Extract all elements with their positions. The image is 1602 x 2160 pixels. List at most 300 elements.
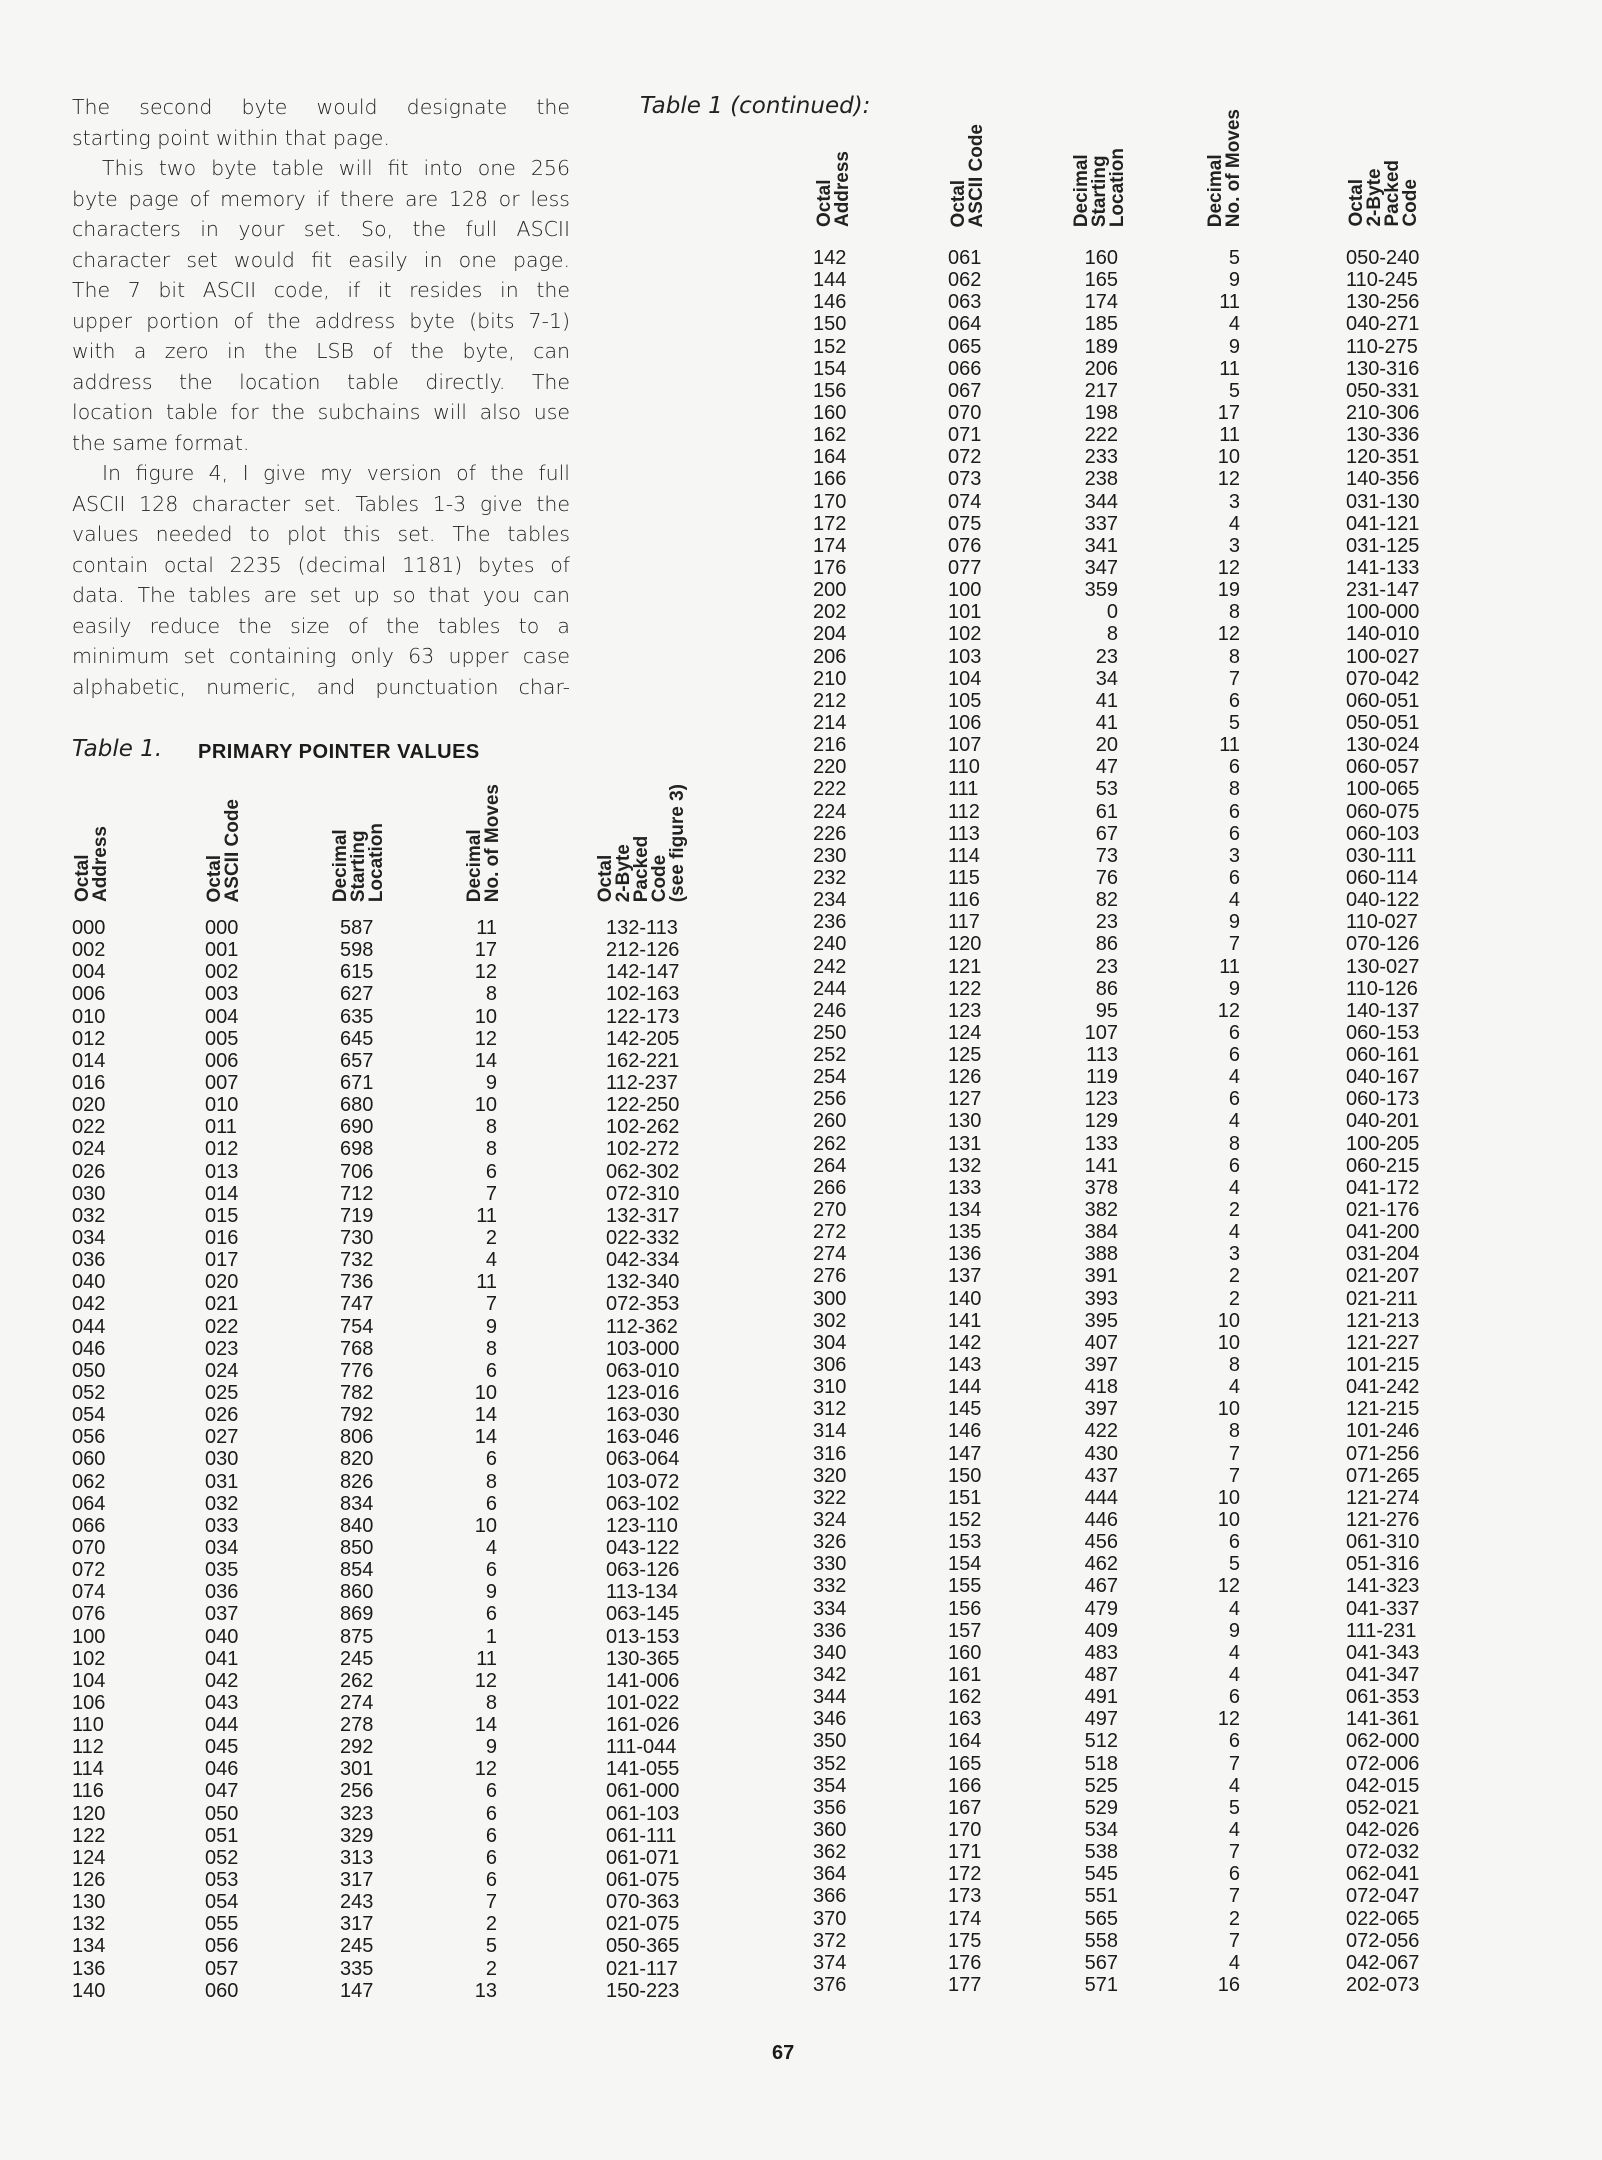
cell-octal-ascii-code: 162 xyxy=(948,1686,982,1709)
cell-packed-code: 111-044 xyxy=(606,1736,677,1759)
cell-decimal-no-of-moves: 6 xyxy=(485,1492,497,1515)
cell-octal-ascii-code: 053 xyxy=(205,1869,239,1892)
cell-decimal-no-of-moves: 10 xyxy=(474,1005,497,1028)
cell-octal-ascii-code: 164 xyxy=(948,1730,982,1753)
cell-octal-ascii-code: 027 xyxy=(205,1426,239,1449)
cell-packed-code: 041-172 xyxy=(1346,1176,1420,1199)
table-row xyxy=(0,1708,1602,1730)
cell-packed-code: 150-223 xyxy=(606,1979,680,2002)
cell-decimal-no-of-moves: 8 xyxy=(485,983,497,1006)
cell-packed-code: 040-122 xyxy=(1346,889,1420,912)
cell-octal-ascii-code: 165 xyxy=(948,1752,982,1775)
cell-decimal-starting-location: 391 xyxy=(1084,1265,1118,1288)
cell-decimal-starting-location: 444 xyxy=(1084,1486,1118,1509)
text-line: location table for the subchains will also use xyxy=(72,400,570,424)
cell-decimal-no-of-moves: 6 xyxy=(1228,800,1240,823)
cell-decimal-no-of-moves: 12 xyxy=(1217,999,1240,1022)
cell-decimal-no-of-moves: 8 xyxy=(1228,645,1240,668)
cell-decimal-starting-location: 245 xyxy=(340,1935,374,1958)
cell-octal-ascii-code: 125 xyxy=(948,1044,982,1067)
cell-packed-code: 061-071 xyxy=(606,1846,680,1869)
cell-decimal-starting-location: 133 xyxy=(1084,1132,1118,1155)
cell-decimal-no-of-moves: 17 xyxy=(474,939,497,962)
cell-decimal-starting-location: 806 xyxy=(340,1426,374,1449)
cell-decimal-starting-location: 551 xyxy=(1084,1885,1118,1908)
cell-octal-ascii-code: 150 xyxy=(948,1464,982,1487)
table-row xyxy=(0,933,1602,955)
cell-octal-ascii-code: 156 xyxy=(948,1597,982,1620)
cell-packed-code: 071-265 xyxy=(1346,1464,1420,1487)
cell-octal-address: 234 xyxy=(813,889,847,912)
cell-octal-address: 266 xyxy=(813,1176,847,1199)
cell-decimal-no-of-moves: 2 xyxy=(1228,1265,1240,1288)
cell-decimal-starting-location: 615 xyxy=(340,961,374,984)
cell-packed-code: 210-306 xyxy=(1346,401,1420,424)
cell-packed-code: 113-134 xyxy=(606,1581,678,1604)
column-header-decimal-starting-location: Decimal Starting Location xyxy=(330,822,387,902)
cell-packed-code: 063-145 xyxy=(606,1603,680,1626)
cell-decimal-starting-location: 301 xyxy=(340,1758,374,1781)
column-header-octal-ascii-code: Octal ASCII Code xyxy=(948,123,987,227)
cell-octal-ascii-code: 170 xyxy=(948,1818,982,1841)
cell-octal-address: 014 xyxy=(72,1049,106,1072)
cell-decimal-no-of-moves: 4 xyxy=(1228,1221,1240,1244)
cell-octal-address: 134 xyxy=(72,1935,106,1958)
cell-octal-address: 122 xyxy=(72,1824,106,1847)
cell-decimal-starting-location: 820 xyxy=(340,1448,374,1471)
cell-decimal-starting-location: 657 xyxy=(340,1049,374,1072)
cell-octal-ascii-code: 135 xyxy=(948,1221,982,1244)
cell-decimal-starting-location: 834 xyxy=(340,1492,374,1515)
cell-octal-address: 370 xyxy=(813,1907,847,1930)
cell-decimal-no-of-moves: 4 xyxy=(1228,1597,1240,1620)
cell-octal-address: 050 xyxy=(72,1359,106,1382)
cell-decimal-no-of-moves: 4 xyxy=(1228,1774,1240,1797)
cell-octal-address: 016 xyxy=(72,1071,106,1094)
table-row xyxy=(0,380,1602,402)
table-row xyxy=(0,601,1602,623)
cell-decimal-no-of-moves: 7 xyxy=(1228,1442,1240,1465)
cell-decimal-no-of-moves: 3 xyxy=(1228,490,1240,513)
table-row xyxy=(0,778,1602,800)
cell-octal-ascii-code: 122 xyxy=(948,977,982,1000)
cell-packed-code: 130-365 xyxy=(606,1647,680,1670)
table-row xyxy=(0,823,1602,845)
cell-octal-address: 060 xyxy=(72,1448,106,1471)
cell-octal-ascii-code: 026 xyxy=(205,1404,239,1427)
cell-octal-ascii-code: 052 xyxy=(205,1846,239,1869)
cell-packed-code: 050-240 xyxy=(1346,247,1420,269)
cell-decimal-no-of-moves: 7 xyxy=(1228,1929,1240,1952)
cell-packed-code: 060-103 xyxy=(1346,822,1420,845)
cell-decimal-starting-location: 160 xyxy=(1084,247,1118,269)
cell-octal-ascii-code: 154 xyxy=(948,1553,982,1576)
cell-packed-code: 072-310 xyxy=(606,1182,680,1205)
cell-decimal-starting-location: 437 xyxy=(1084,1464,1118,1487)
cell-octal-address: 222 xyxy=(813,778,847,801)
cell-packed-code: 130-336 xyxy=(1346,424,1420,447)
cell-packed-code: 141-323 xyxy=(1346,1575,1420,1598)
column-header-decimal-no-of-moves: Decimal No. of Moves xyxy=(464,783,503,902)
cell-decimal-no-of-moves: 4 xyxy=(485,1536,497,1559)
cell-decimal-starting-location: 706 xyxy=(340,1160,374,1183)
cell-octal-address: 010 xyxy=(72,1005,106,1028)
cell-octal-address: 130 xyxy=(72,1891,106,1914)
cell-octal-address: 136 xyxy=(72,1957,106,1980)
cell-octal-ascii-code: 011 xyxy=(205,1116,237,1139)
table-row xyxy=(0,801,1602,823)
cell-decimal-no-of-moves: 6 xyxy=(485,1448,497,1471)
cell-octal-ascii-code: 124 xyxy=(948,1021,982,1044)
table-row xyxy=(0,1686,1602,1708)
text-line: In figure 4, I give my version of the full xyxy=(102,461,570,485)
cell-octal-address: 354 xyxy=(813,1774,847,1797)
cell-packed-code: 130-024 xyxy=(1346,734,1420,757)
cell-octal-ascii-code: 034 xyxy=(205,1536,239,1559)
table-row xyxy=(0,468,1602,490)
cell-decimal-starting-location: 323 xyxy=(340,1802,374,1825)
cell-decimal-no-of-moves: 10 xyxy=(474,1094,497,1117)
cell-decimal-no-of-moves: 8 xyxy=(1228,1420,1240,1443)
cell-decimal-starting-location: 483 xyxy=(1084,1641,1118,1664)
cell-octal-ascii-code: 012 xyxy=(205,1138,239,1161)
cell-octal-address: 262 xyxy=(813,1132,847,1155)
table-row xyxy=(0,1885,1602,1907)
cell-decimal-no-of-moves: 7 xyxy=(1228,1464,1240,1487)
cell-decimal-no-of-moves: 4 xyxy=(1228,1951,1240,1974)
cell-decimal-no-of-moves: 2 xyxy=(485,1957,497,1980)
cell-decimal-no-of-moves: 6 xyxy=(1228,1021,1240,1044)
cell-octal-ascii-code: 005 xyxy=(205,1027,239,1050)
cell-octal-address: 344 xyxy=(813,1686,847,1709)
text-line: The 7 bit ASCII code, if it resides in the xyxy=(72,278,570,302)
table-row xyxy=(0,1730,1602,1752)
cell-packed-code: 060-173 xyxy=(1346,1088,1420,1111)
cell-octal-address: 322 xyxy=(813,1486,847,1509)
table-row xyxy=(0,646,1602,668)
cell-octal-ascii-code: 025 xyxy=(205,1381,239,1404)
cell-decimal-no-of-moves: 6 xyxy=(1228,689,1240,712)
table-row xyxy=(0,336,1602,358)
cell-decimal-no-of-moves: 4 xyxy=(1228,1376,1240,1399)
cell-packed-code: 040-167 xyxy=(1346,1066,1420,1089)
primary-pointer-table-continued xyxy=(0,247,1602,1996)
table-row xyxy=(0,623,1602,645)
cell-octal-address: 242 xyxy=(813,955,847,978)
text-line: data. The tables are set up so that you can xyxy=(72,583,570,607)
cell-decimal-starting-location: 23 xyxy=(1095,911,1118,934)
cell-octal-address: 352 xyxy=(813,1752,847,1775)
cell-packed-code: 122-173 xyxy=(606,1005,680,1028)
cell-octal-ascii-code: 110 xyxy=(948,756,980,779)
cell-octal-address: 154 xyxy=(813,357,847,380)
table-row xyxy=(0,247,1602,269)
cell-decimal-starting-location: 558 xyxy=(1084,1929,1118,1952)
table-row xyxy=(0,446,1602,468)
cell-packed-code: 102-163 xyxy=(606,983,680,1006)
cell-decimal-starting-location: 571 xyxy=(1084,1973,1118,1996)
cell-decimal-no-of-moves: 2 xyxy=(485,1226,497,1249)
cell-decimal-no-of-moves: 14 xyxy=(474,1049,497,1072)
cell-decimal-no-of-moves: 5 xyxy=(1228,379,1240,402)
cell-decimal-starting-location: 840 xyxy=(340,1514,374,1537)
cell-packed-code: 123-110 xyxy=(606,1514,678,1537)
cell-decimal-starting-location: 245 xyxy=(340,1647,374,1670)
cell-packed-code: 141-055 xyxy=(606,1758,680,1781)
table-row xyxy=(0,1841,1602,1863)
cell-octal-address: 214 xyxy=(813,711,847,734)
cell-decimal-no-of-moves: 10 xyxy=(1217,446,1240,469)
cell-octal-address: 166 xyxy=(813,468,847,491)
cell-octal-ascii-code: 076 xyxy=(948,534,982,557)
cell-octal-address: 120 xyxy=(72,1802,106,1825)
text-line: values needed to plot this set. The tables xyxy=(72,522,570,546)
cell-octal-ascii-code: 141 xyxy=(948,1309,982,1332)
cell-octal-address: 026 xyxy=(72,1160,106,1183)
cell-octal-ascii-code: 144 xyxy=(948,1376,982,1399)
cell-packed-code: 120-351 xyxy=(1346,446,1420,469)
cell-packed-code: 021-075 xyxy=(606,1913,680,1936)
cell-packed-code: 121-213 xyxy=(1346,1309,1420,1332)
cell-packed-code: 070-042 xyxy=(1346,667,1420,690)
cell-decimal-starting-location: 359 xyxy=(1084,579,1118,602)
cell-octal-ascii-code: 040 xyxy=(205,1625,239,1648)
cell-decimal-starting-location: 329 xyxy=(340,1824,374,1847)
cell-octal-address: 074 xyxy=(72,1581,106,1604)
cell-decimal-no-of-moves: 7 xyxy=(1228,933,1240,956)
cell-packed-code: 132-317 xyxy=(606,1204,680,1227)
cell-packed-code: 100-027 xyxy=(1346,645,1420,668)
cell-octal-ascii-code: 176 xyxy=(948,1951,982,1974)
cell-octal-ascii-code: 066 xyxy=(948,357,982,380)
cell-decimal-no-of-moves: 5 xyxy=(1228,711,1240,734)
cell-decimal-no-of-moves: 6 xyxy=(1228,756,1240,779)
cell-decimal-no-of-moves: 6 xyxy=(1228,1088,1240,1111)
cell-decimal-starting-location: 73 xyxy=(1095,844,1118,867)
text-line: the same format. xyxy=(72,430,250,455)
cell-decimal-no-of-moves: 7 xyxy=(485,1182,497,1205)
cell-packed-code: 102-272 xyxy=(606,1138,680,1161)
cell-octal-address: 330 xyxy=(813,1553,847,1576)
cell-octal-ascii-code: 030 xyxy=(205,1448,239,1471)
text-line: byte page of memory if there are 128 or less xyxy=(72,186,570,211)
cell-decimal-starting-location: 712 xyxy=(340,1182,374,1205)
cell-decimal-starting-location: 378 xyxy=(1084,1176,1118,1199)
cell-octal-address: 054 xyxy=(72,1404,106,1427)
cell-decimal-starting-location: 491 xyxy=(1084,1686,1118,1709)
text-line: character set would fit easily in one page. xyxy=(72,247,570,272)
cell-octal-address: 320 xyxy=(813,1464,847,1487)
cell-octal-ascii-code: 070 xyxy=(948,401,982,424)
table-row xyxy=(0,1465,1602,1487)
table-row xyxy=(0,1155,1602,1177)
cell-decimal-no-of-moves: 4 xyxy=(485,1249,497,1272)
cell-packed-code: 101-022 xyxy=(606,1691,680,1714)
cell-packed-code: 052-021 xyxy=(1346,1796,1420,1819)
cell-octal-address: 346 xyxy=(813,1708,847,1731)
table-row xyxy=(0,734,1602,756)
cell-decimal-no-of-moves: 6 xyxy=(1228,1730,1240,1753)
cell-octal-ascii-code: 036 xyxy=(205,1581,239,1604)
cell-decimal-no-of-moves: 8 xyxy=(485,1138,497,1161)
cell-octal-ascii-code: 016 xyxy=(205,1226,239,1249)
table-row xyxy=(0,1398,1602,1420)
cell-decimal-no-of-moves: 6 xyxy=(1228,1154,1240,1177)
cell-octal-address: 272 xyxy=(813,1221,847,1244)
cell-octal-address: 302 xyxy=(813,1309,847,1332)
cell-decimal-no-of-moves: 6 xyxy=(1228,866,1240,889)
cell-packed-code: 110-245 xyxy=(1346,269,1418,292)
cell-decimal-no-of-moves: 17 xyxy=(1217,401,1240,424)
cell-decimal-starting-location: 113 xyxy=(1086,1044,1118,1067)
column-header-decimal-starting-location: Decimal Starting Location xyxy=(1071,147,1128,227)
cell-octal-address: 312 xyxy=(813,1398,847,1421)
cell-octal-address: 250 xyxy=(813,1021,847,1044)
cell-octal-ascii-code: 126 xyxy=(948,1066,982,1089)
cell-decimal-starting-location: 393 xyxy=(1084,1287,1118,1310)
text-line: alphabetic, numeric, and punctuation char- xyxy=(72,674,570,699)
cell-decimal-no-of-moves: 11 xyxy=(1219,734,1240,757)
cell-octal-ascii-code: 072 xyxy=(948,446,982,469)
cell-octal-ascii-code: 056 xyxy=(205,1935,239,1958)
cell-packed-code: 031-130 xyxy=(1346,490,1420,513)
cell-octal-ascii-code: 173 xyxy=(948,1885,982,1908)
cell-decimal-starting-location: 456 xyxy=(1084,1531,1118,1554)
cell-octal-address: 030 xyxy=(72,1182,106,1205)
cell-decimal-no-of-moves: 7 xyxy=(1228,1841,1240,1864)
cell-packed-code: 070-363 xyxy=(606,1891,680,1914)
cell-octal-address: 342 xyxy=(813,1664,847,1686)
cell-decimal-no-of-moves: 7 xyxy=(485,1891,497,1914)
cell-packed-code: 141-133 xyxy=(1346,556,1420,579)
cell-octal-ascii-code: 003 xyxy=(205,983,239,1006)
cell-octal-address: 202 xyxy=(813,601,847,624)
table-title: PRIMARY POINTER VALUES xyxy=(198,741,480,763)
cell-decimal-no-of-moves: 11 xyxy=(1219,424,1240,447)
cell-packed-code: 101-215 xyxy=(1346,1354,1420,1377)
cell-decimal-starting-location: 189 xyxy=(1084,335,1118,358)
cell-decimal-no-of-moves: 11 xyxy=(476,1204,497,1227)
cell-octal-ascii-code: 055 xyxy=(205,1913,239,1936)
cell-packed-code: 063-010 xyxy=(606,1359,680,1382)
cell-decimal-starting-location: 598 xyxy=(340,939,374,962)
cell-packed-code: 132-113 xyxy=(606,917,678,939)
table-row xyxy=(0,1642,1602,1664)
cell-octal-ascii-code: 071 xyxy=(948,424,982,447)
cell-packed-code: 063-064 xyxy=(606,1448,680,1471)
cell-decimal-no-of-moves: 4 xyxy=(1228,1818,1240,1841)
cell-octal-address: 200 xyxy=(813,579,847,602)
cell-packed-code: 061-000 xyxy=(606,1780,680,1803)
cell-packed-code: 062-000 xyxy=(1346,1730,1420,1753)
cell-octal-address: 076 xyxy=(72,1603,106,1626)
cell-packed-code: 041-343 xyxy=(1346,1641,1420,1664)
table-continued-caption: Table 1 (continued): xyxy=(640,93,871,119)
cell-octal-ascii-code: 001 xyxy=(205,939,239,962)
cell-decimal-starting-location: 397 xyxy=(1084,1354,1118,1377)
cell-decimal-no-of-moves: 7 xyxy=(1228,1752,1240,1775)
table-row xyxy=(0,712,1602,734)
cell-decimal-starting-location: 446 xyxy=(1084,1509,1118,1532)
cell-octal-ascii-code: 133 xyxy=(948,1176,982,1199)
cell-decimal-starting-location: 736 xyxy=(340,1271,374,1294)
table-row xyxy=(0,269,1602,291)
cell-decimal-starting-location: 512 xyxy=(1084,1730,1118,1753)
cell-packed-code: 021-117 xyxy=(606,1957,678,1980)
cell-octal-address: 372 xyxy=(813,1929,847,1952)
table-row xyxy=(0,1110,1602,1132)
table-row xyxy=(0,1310,1602,1332)
cell-octal-ascii-code: 020 xyxy=(205,1271,239,1294)
cell-octal-address: 000 xyxy=(72,917,106,939)
cell-decimal-starting-location: 256 xyxy=(340,1780,374,1803)
cell-octal-ascii-code: 013 xyxy=(205,1160,239,1183)
cell-octal-ascii-code: 102 xyxy=(948,623,982,646)
table-row xyxy=(0,1420,1602,1442)
cell-packed-code: 021-176 xyxy=(1346,1199,1420,1222)
cell-octal-address: 150 xyxy=(813,313,847,336)
cell-decimal-starting-location: 23 xyxy=(1095,645,1118,668)
cell-decimal-no-of-moves: 6 xyxy=(485,1559,497,1582)
cell-octal-ascii-code: 006 xyxy=(205,1049,239,1072)
cell-decimal-no-of-moves: 10 xyxy=(1217,1331,1240,1354)
cell-octal-address: 064 xyxy=(72,1492,106,1515)
cell-octal-address: 106 xyxy=(72,1691,106,1714)
cell-octal-ascii-code: 147 xyxy=(948,1442,982,1465)
cell-octal-ascii-code: 145 xyxy=(948,1398,982,1421)
table-row xyxy=(0,1221,1602,1243)
cell-octal-address: 046 xyxy=(72,1337,106,1360)
table-caption: Table 1. xyxy=(72,736,163,762)
cell-octal-address: 034 xyxy=(72,1226,106,1249)
cell-decimal-starting-location: 61 xyxy=(1095,800,1118,823)
cell-decimal-starting-location: 529 xyxy=(1084,1796,1118,1819)
cell-decimal-no-of-moves: 9 xyxy=(1228,1619,1240,1642)
cell-octal-ascii-code: 031 xyxy=(205,1470,239,1493)
cell-octal-address: 156 xyxy=(813,379,847,402)
cell-octal-ascii-code: 000 xyxy=(205,917,239,939)
cell-octal-address: 126 xyxy=(72,1869,106,1892)
cell-decimal-no-of-moves: 3 xyxy=(1228,534,1240,557)
cell-decimal-starting-location: 23 xyxy=(1095,955,1118,978)
cell-decimal-no-of-moves: 6 xyxy=(485,1824,497,1847)
cell-decimal-starting-location: 243 xyxy=(340,1891,374,1914)
cell-packed-code: 111-231 xyxy=(1346,1619,1417,1642)
column-header-octal-address: Octal Address xyxy=(72,825,111,902)
cell-decimal-starting-location: 869 xyxy=(340,1603,374,1626)
cell-octal-address: 270 xyxy=(813,1199,847,1222)
cell-decimal-no-of-moves: 14 xyxy=(474,1404,497,1427)
cell-packed-code: 070-126 xyxy=(1346,933,1420,956)
cell-packed-code: 060-215 xyxy=(1346,1154,1420,1177)
cell-octal-address: 212 xyxy=(813,689,847,712)
cell-octal-ascii-code: 167 xyxy=(948,1796,982,1819)
cell-octal-ascii-code: 041 xyxy=(205,1647,239,1670)
cell-decimal-no-of-moves: 12 xyxy=(1217,1575,1240,1598)
cell-decimal-starting-location: 53 xyxy=(1095,778,1118,801)
cell-octal-ascii-code: 113 xyxy=(948,822,980,845)
cell-octal-address: 102 xyxy=(72,1647,106,1670)
table-row xyxy=(0,1243,1602,1265)
cell-octal-ascii-code: 047 xyxy=(205,1780,239,1803)
cell-octal-ascii-code: 074 xyxy=(948,490,982,513)
cell-octal-ascii-code: 017 xyxy=(205,1249,239,1272)
cell-decimal-starting-location: 635 xyxy=(340,1005,374,1028)
cell-octal-address: 062 xyxy=(72,1470,106,1493)
cell-packed-code: 130-027 xyxy=(1346,955,1420,978)
cell-packed-code: 071-256 xyxy=(1346,1442,1420,1465)
column-header-packed-code: Octal 2-Byte Packed Code xyxy=(1346,160,1421,227)
